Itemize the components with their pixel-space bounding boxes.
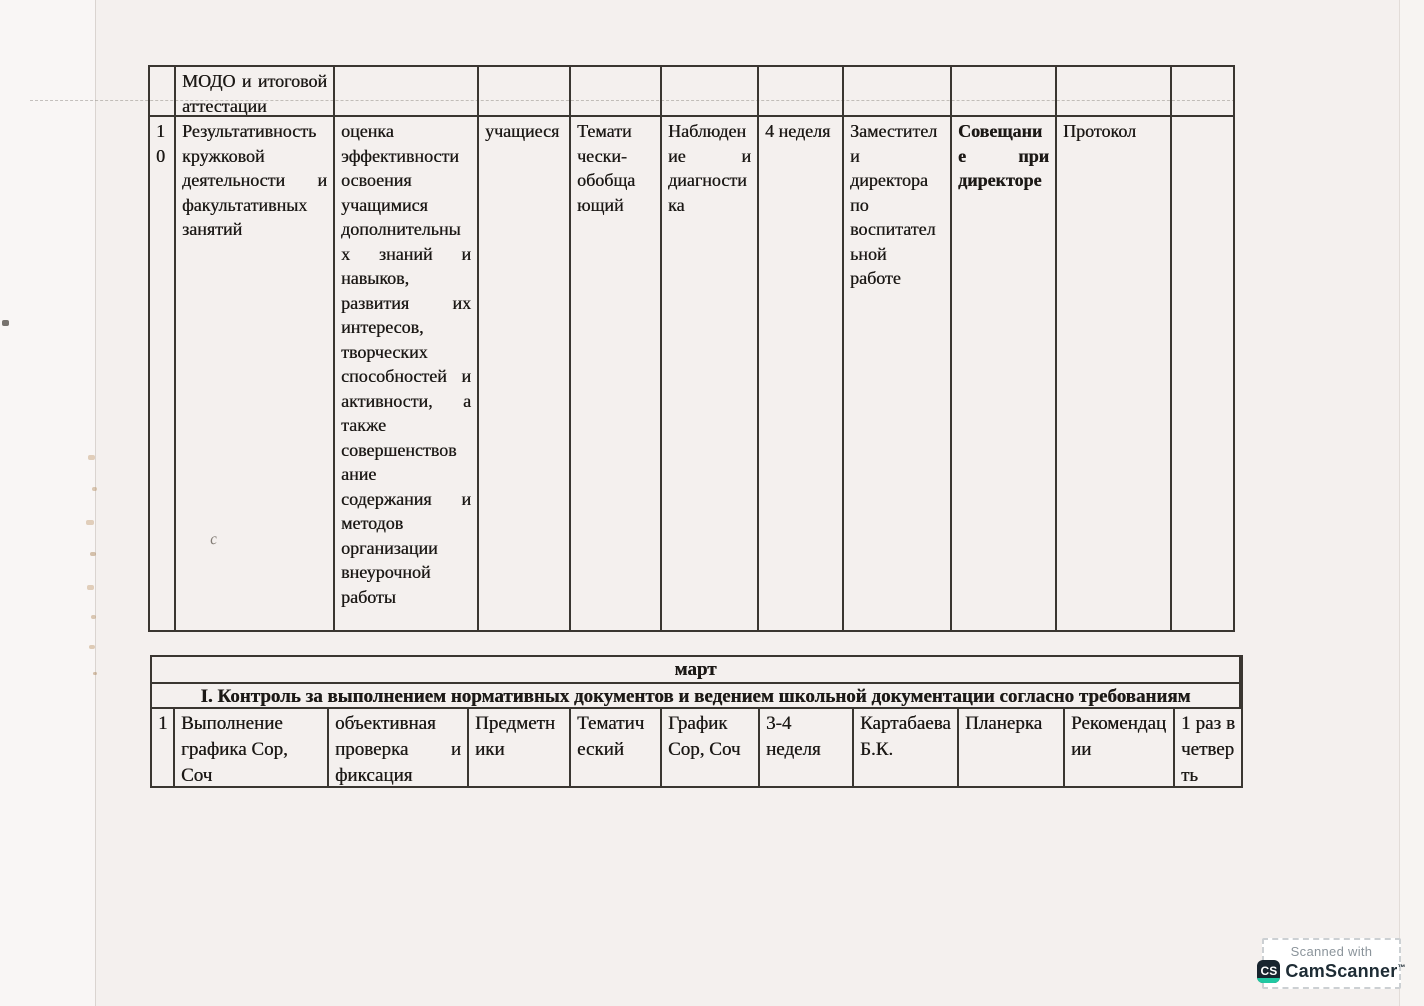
table-cell-line: графика Сор, Соч	[181, 739, 288, 786]
paper-speckle	[93, 672, 97, 675]
table-cell-line: Результативность	[182, 121, 317, 141]
table-cell-line: совершенствов	[341, 439, 457, 460]
table-cell	[335, 67, 479, 117]
table-cell	[329, 709, 469, 786]
table-cell-line: Картабаева	[860, 713, 951, 734]
pencil-mark: c	[208, 530, 219, 549]
table-cell-line: ии	[1071, 739, 1092, 760]
table-cell-line: Протокол	[1063, 121, 1136, 141]
table-cell	[335, 117, 479, 630]
table-cell	[1057, 67, 1172, 117]
table-cell-line: директоре	[958, 170, 1042, 190]
table-cell-line: МОДО и итоговой	[182, 71, 327, 91]
paper-speckle	[90, 552, 96, 556]
table-cell-line: способностей и	[341, 366, 471, 386]
paper-speckle	[89, 645, 95, 649]
table-cell-line: е при	[958, 145, 1049, 166]
table-cell	[152, 709, 175, 786]
table-cell-line: активности, а	[341, 390, 471, 411]
table-cell-line: ка	[668, 194, 685, 215]
table-cell-line: объективная	[335, 713, 436, 734]
table-cell-line: 1	[156, 121, 165, 141]
table-cell-line: занятий	[182, 219, 243, 239]
paper-speckle	[87, 585, 94, 590]
table-cell-line: еский	[577, 739, 624, 760]
table-cell	[1172, 67, 1233, 117]
table-cell-line: факультативных	[182, 194, 308, 215]
table-row-header: март	[152, 657, 1241, 684]
table-cell-line: также	[341, 415, 387, 435]
table-cell-line: 3-4	[766, 713, 792, 734]
table-cell	[1057, 117, 1172, 630]
paper-speckle	[91, 615, 96, 619]
control-plan-table-march	[150, 655, 1243, 788]
table-cell-line: внеурочной	[341, 562, 431, 582]
table-cell-line: навыков,	[341, 268, 410, 288]
table-cell-line: 4 неделя	[765, 121, 831, 141]
paper-speckle	[86, 520, 94, 525]
table-cell-line: аттестации	[182, 95, 267, 116]
paper-speckle	[88, 455, 95, 460]
table-cell-line: освоения	[341, 170, 412, 190]
table-cell-line: Заместител	[850, 121, 938, 141]
paper-edge-left	[0, 0, 96, 1006]
table-cell-line: творческих	[341, 341, 428, 362]
table-cell-line: 0	[156, 145, 165, 166]
table-cell-line: воспитател	[850, 219, 936, 239]
table-cell-line: четвер	[1181, 739, 1235, 760]
table-cell-line: содержания и	[341, 488, 471, 509]
table-cell-line: и	[850, 145, 860, 166]
camscanner-badge	[1260, 938, 1406, 989]
table-cell	[854, 709, 959, 786]
table-cell	[571, 117, 662, 630]
table-cell	[844, 67, 952, 117]
table-cell-line: Б.К.	[860, 739, 894, 760]
table-cell-line: работе	[850, 268, 901, 288]
scanned-with-label: Scanned with	[1290, 944, 1373, 959]
table-cell-line: чески-	[577, 145, 627, 166]
table-cell-line: деятельности и	[182, 170, 327, 190]
table-cell	[952, 117, 1057, 630]
table-cell-line: эффективности	[341, 145, 459, 166]
table-cell	[150, 67, 176, 117]
camscanner-brand: CamScanner™	[1285, 961, 1406, 981]
table-cell-line: Наблюден	[668, 121, 746, 141]
table-cell-line: методов	[341, 513, 404, 533]
table-cell	[571, 709, 662, 786]
paper-speckle	[92, 487, 97, 491]
table-cell-line: Выполнение	[181, 713, 283, 734]
table-cell-line: проверка и	[335, 739, 461, 760]
table-cell	[176, 67, 335, 117]
table-cell-line: Темати	[577, 121, 632, 141]
table-cell-line: ющий	[577, 194, 624, 215]
table-cell	[759, 67, 844, 117]
table-cell-line: неделя	[766, 739, 821, 760]
table-cell-line: директора	[850, 170, 928, 190]
table-cell	[479, 117, 571, 630]
table-cell-line: Сор, Соч	[668, 739, 741, 760]
table-cell	[1065, 709, 1175, 786]
camscanner-brand-row	[1257, 960, 1405, 983]
table-cell	[175, 709, 329, 786]
table-cell-line: учащимися	[341, 194, 428, 215]
table-cell	[662, 117, 759, 630]
table-cell	[150, 117, 176, 630]
table-cell-line: Рекомендац	[1071, 713, 1167, 734]
table-cell	[844, 117, 952, 630]
table-cell-line: дополнительны	[341, 219, 461, 239]
table-cell-line: 1 раз в	[1181, 713, 1235, 734]
control-plan-table-top	[148, 65, 1235, 632]
table-cell-line: ьной	[850, 243, 887, 264]
table-cell-line: обобща	[577, 170, 636, 190]
table-cell-line: учащиеся	[485, 121, 560, 141]
table-cell	[662, 67, 759, 117]
table-cell	[952, 67, 1057, 117]
table-cell-line: фиксация	[335, 765, 413, 786]
table-cell-line: ики	[475, 739, 505, 760]
table-cell	[176, 117, 335, 630]
table-cell-line: Тематич	[577, 713, 645, 734]
table-cell-line: 1	[158, 713, 168, 734]
table-cell-line: по	[850, 194, 869, 215]
table-cell	[479, 67, 571, 117]
table-cell-line: График	[668, 713, 728, 734]
trademark-symbol: ™	[1397, 963, 1406, 972]
table-cell	[760, 709, 854, 786]
table-cell-line: х знаний и	[341, 243, 471, 264]
table-cell-line: кружковой	[182, 145, 265, 166]
paper-edge-right	[1399, 0, 1424, 1006]
table-cell	[1175, 709, 1241, 786]
camscanner-icon: CS	[1257, 960, 1280, 983]
table-cell-line: ание	[341, 464, 377, 484]
table-cell	[959, 709, 1065, 786]
table-cell	[571, 67, 662, 117]
table-cell-line: работы	[341, 586, 396, 607]
table-cell-line: оценка	[341, 121, 394, 141]
table-cell-line: организации	[341, 537, 438, 558]
table-cell	[759, 117, 844, 630]
table-cell-line: Совещани	[958, 121, 1043, 141]
table-cell-line: ть	[1181, 765, 1198, 786]
scan-mark	[2, 320, 9, 326]
table-row-header: I. Контроль за выполнением нормативных документов и ведением школьной документации согласно требованиям	[152, 684, 1241, 709]
table-cell-line: Предметн	[475, 713, 555, 734]
table-cell-line: интересов,	[341, 317, 424, 337]
table-cell-line: диагности	[668, 170, 747, 190]
table-cell	[662, 709, 760, 786]
table-cell	[1172, 117, 1233, 630]
table-cell-line: Планерка	[965, 713, 1043, 734]
table-cell	[469, 709, 571, 786]
table-cell-line: развития их	[341, 292, 471, 313]
table-cell-line: ие и	[668, 145, 751, 166]
